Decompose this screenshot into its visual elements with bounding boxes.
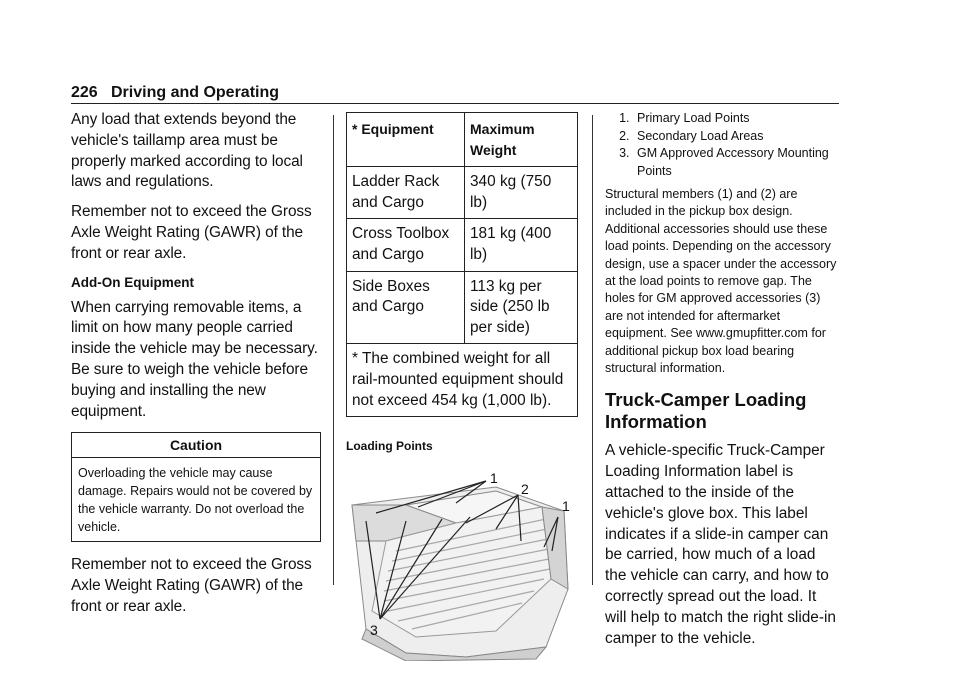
list-item: 3. GM Approved Accessory Mounting Points (633, 145, 840, 180)
table-header-row (347, 113, 578, 167)
table-footnote-row (347, 344, 578, 417)
callout-label: 2 (521, 481, 529, 498)
table-cell: Ladder Rack and Cargo (347, 167, 465, 219)
callout-label: 3 (370, 622, 378, 639)
subheading: Add-On Equipment (71, 274, 194, 290)
equipment-table (346, 112, 578, 417)
paragraph: A vehicle-specific Truck-Camper Loading Information label is attached to the inside of the vehicle's glove box. This label indicates if a slide-in camper can be carried, how much of a load the vehicle can carry, and how to correctly spread out the load. It will help to match the right slide-in camper to the vehicle. (605, 442, 836, 647)
list-item: 2. Secondary Load Areas (633, 128, 840, 146)
section-heading: Truck-Camper Loading Information (605, 389, 807, 433)
table-cell: 340 kg (750 lb) (465, 167, 578, 219)
table-cell: 181 kg (400 lb) (465, 219, 578, 271)
truck-bed-illustration (346, 461, 578, 661)
middle-column (346, 110, 578, 661)
section-title: Driving and Operating (111, 84, 280, 101)
callout-label: 1 (490, 470, 498, 487)
caution-body: Overloading the vehicle may cause damage. Repairs would not be covered by the vehicle warranty. Do not overload the vehicle. (78, 466, 313, 535)
list-item: 1. Primary Load Points (633, 110, 840, 128)
caution-box (71, 432, 321, 542)
table-cell: Side Boxes and Cargo (347, 271, 465, 344)
paragraph: Remember not to exceed the Gross Axle Weight Rating (GAWR) of the front or rear axle. (71, 203, 312, 262)
column-divider (592, 115, 593, 585)
header-rule (71, 103, 839, 104)
callout-label: 1 (562, 498, 570, 515)
paragraph: Any load that extends beyond the vehicle's taillamp area must be properly marked according to local laws and regulations. (71, 111, 303, 191)
right-column (605, 110, 840, 649)
table-row (347, 167, 578, 219)
table-header: * Equipment (347, 113, 465, 167)
page-number: 226 (71, 84, 98, 101)
table-row (347, 271, 578, 344)
loading-points-figure (346, 461, 578, 661)
table-row (347, 219, 578, 271)
left-column (71, 110, 321, 627)
page-header (71, 84, 839, 104)
table-cell: 113 kg per side (250 lb per side) (465, 271, 578, 344)
table-cell: Cross Toolbox and Cargo (347, 219, 465, 271)
paragraph: Structural members (1) and (2) are included in the pickup box design. Additional accessories should use these load points. Depending on the accessory design, use a spacer under the accessory at the load points to remove gap. The holes for GM approved accessories (3) are not intended for aftermarket equipment. See www.gmupfitter.com for additional pickup box load bearing structural information. (605, 187, 837, 376)
figure-caption: Loading Points (346, 439, 433, 454)
paragraph: When carrying removable items, a limit on how many people carried inside the vehicle may be necessary. Be sure to weigh the vehicle before buying and installing the new equipment. (71, 298, 318, 420)
callout-legend (605, 110, 840, 180)
column-divider (333, 115, 334, 585)
table-footnote: * The combined weight for all rail-mounted equipment should not exceed 454 kg (1,000 lb). (347, 344, 578, 417)
caution-title: Caution (72, 433, 320, 458)
paragraph: Remember not to exceed the Gross Axle Weight Rating (GAWR) of the front or rear axle. (71, 556, 312, 615)
table-header: Maximum Weight (465, 113, 578, 167)
